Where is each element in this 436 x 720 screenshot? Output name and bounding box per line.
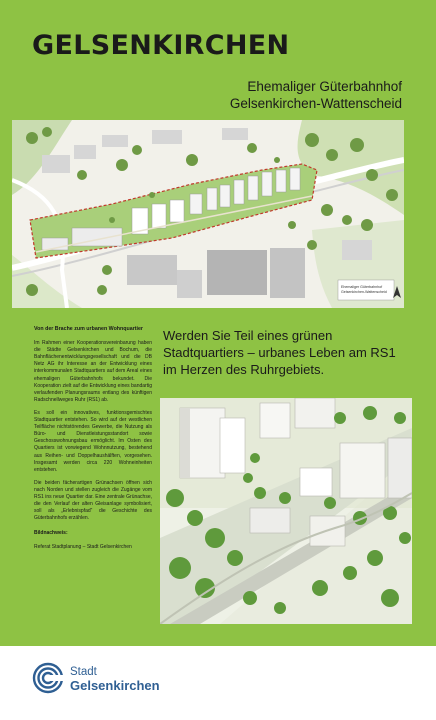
city-logo-icon [32, 662, 64, 694]
city-logo-wordmark [70, 665, 160, 693]
site-plan-map [12, 120, 404, 308]
body-paragraph-2: Es soll ein innovatives, funktionsgemischtes Stadtquartier entstehen. So wird auf der westlichen Teilfläche nichtstörendes Gewerbe, die Nutzung als Büro- und Dienstleistungsstandort sowie Geschosswohnungsbau ermöglicht. Im Osten des Quartiers ist vorwiegend Wohnnutzung, bestehend aus Reihen- und Doppelhaushälften, vorgesehen. Insgesamt werden circa 220 Wohneinheiten entstehen. [34, 409, 152, 473]
headline [163, 327, 413, 378]
poster-title: GELSENKIRCHEN [32, 30, 290, 61]
body-text-column [34, 326, 152, 552]
subtitle-line-1: Ehemaliger Güterbahnhof [247, 79, 402, 94]
headline-line-2: Stadtquartiers – urbanes Leben am RS1 [163, 345, 396, 360]
logo-line-1: Stadt [70, 666, 97, 678]
plan-legend-line-2: Gelsenkirchen-Wattenscheid [341, 290, 387, 294]
headline-line-3: im Herzen des Ruhrgebiets. [163, 362, 325, 377]
logo-line-2: Gelsenkirchen [70, 678, 160, 693]
project-subtitle [230, 78, 402, 112]
subtitle-line-2: Gelsenkirchen-Wattenscheid [229, 96, 402, 111]
headline-line-1: Werden Sie Teil eines grünen [163, 328, 333, 343]
footer-bar [0, 646, 436, 720]
image-credit-text: Referat Stadtplanung – Stadt Gelsenkirchen [34, 544, 132, 551]
district-rendering-image [160, 398, 412, 624]
plan-legend-line-1: Ehemaliger Güterbahnhof [341, 285, 383, 289]
body-paragraph-3: Die beiden fächerartigen Grünachsen öffnen sich nach Norden und stellen zugleich die Zugänge vom RS1 ins neue Quartier dar. Eine zentrale Grünachse, die den Verlauf der alten Gleisanlage symbolisiert, soll als „Erlebnispfad“ die Geschichte des Güterbahnhofs erzählen. [34, 479, 152, 522]
body-paragraph-1: Im Rahmen einer Kooperationsvereinbarung haben die Städte Gelsenkirchen und Bochum, die Bahnflächenentwicklungsgesellschaft und die DB Netz AG ihr Interesse an der Entwicklung eines interkommunalen Stadtquartiers auf dem Areal eines ehemaligen Güterbahnhofs bekundet. Die Kooperation zielt auf die Entwicklung eines bandartig verlaufenden Planungsraums entlang des künftigen Radschnellweges Ruhr (RS1) ab. [34, 340, 152, 403]
image-credit-heading: Bildnachweis: [34, 530, 68, 537]
lead-heading: Von der Brache zum urbanen Wohnquartier [34, 326, 143, 332]
